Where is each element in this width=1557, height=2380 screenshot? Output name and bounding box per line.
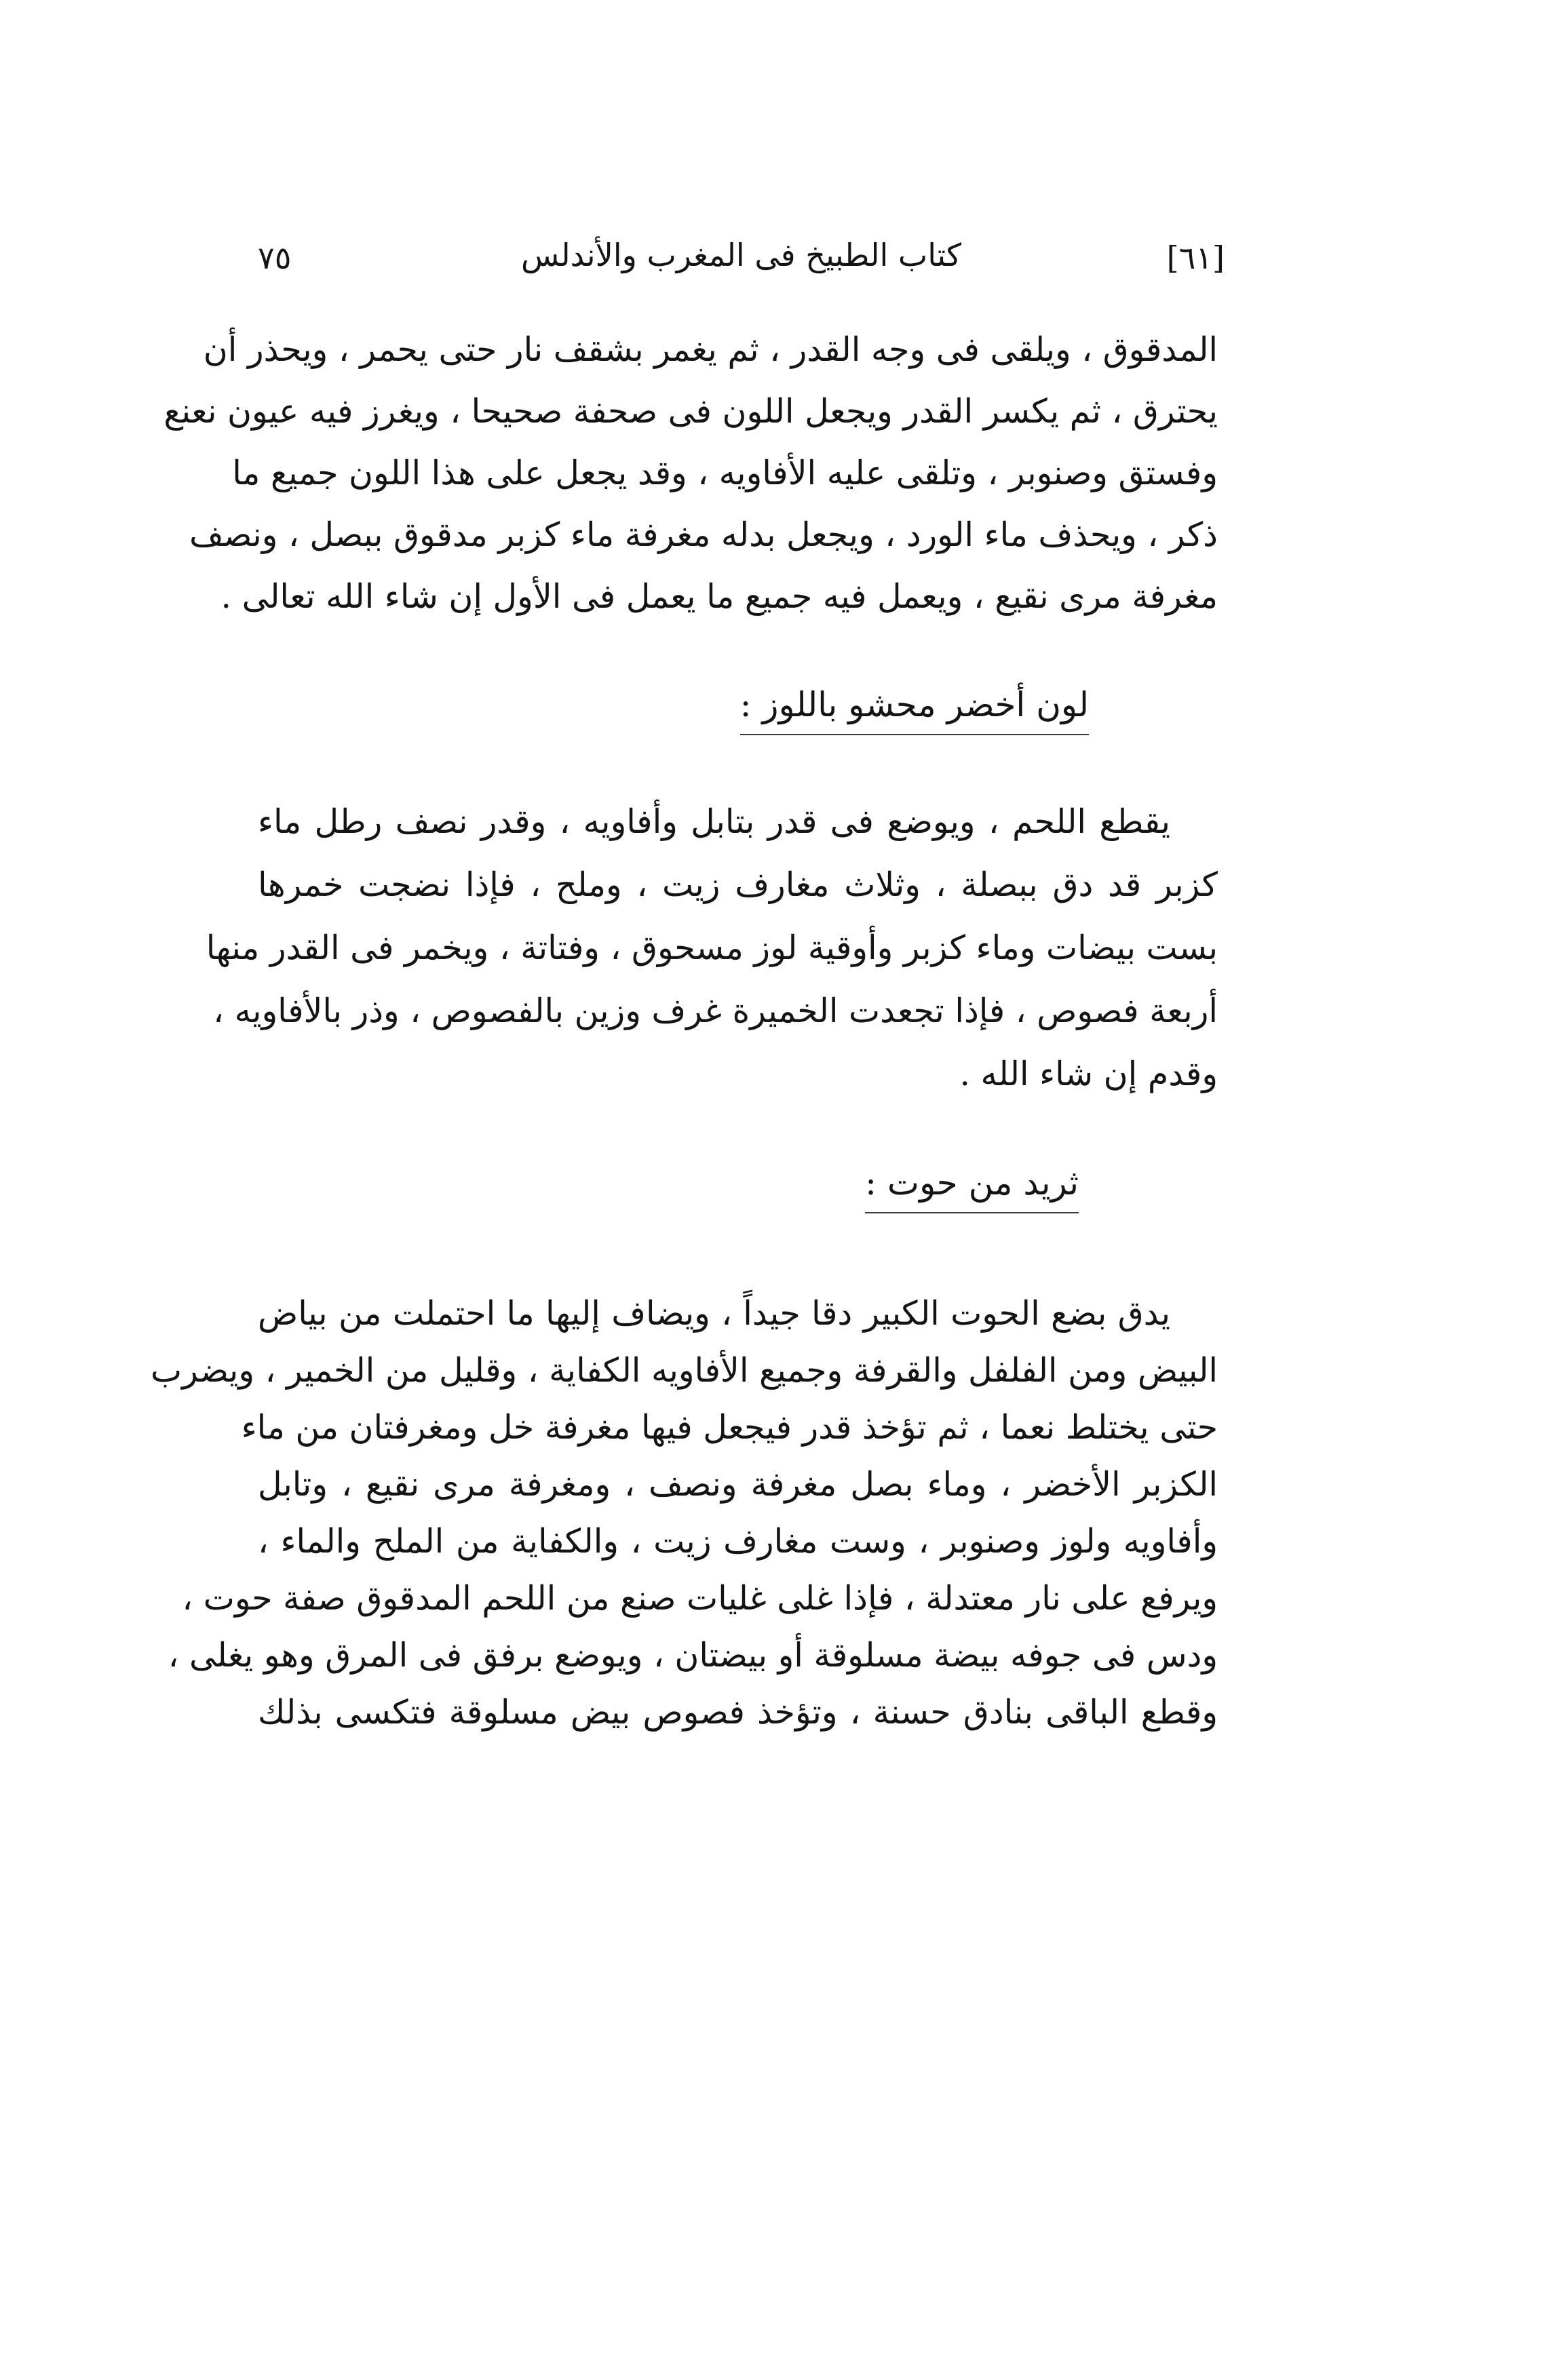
text-line: يدق بضع الحوت الكبير دقا جيداً ، ويضاف إليها ما احتملت من بياض: [258, 1294, 1170, 1333]
bracketed-page-number: [٦١]: [1166, 239, 1225, 276]
paragraph-green-stuffed-almond: [206, 790, 1218, 1106]
paragraph-fish-tharid: [151, 1285, 1218, 1741]
text-line: ذكر ، ويحذف ماء الورد ، ويجعل بدله مغرفة ماء كزبر مدقوق ببصل ، ونصف: [189, 515, 1218, 554]
text-line: ويرفع على نار معتدلة ، فإذا غلى غليات صنع من اللحم المدقوق صفة حوت ،: [182, 1579, 1218, 1618]
text-line: يحترق ، ثم يكسر القدر ويجعل اللون فى صحفة صحيحا ، ويغرز فيه عيون نعنع: [164, 392, 1218, 431]
text-line: وفستق وصنوبر ، وتلقى عليه الأفاويه ، وقد يجعل على هذا اللون جميع ما: [232, 454, 1218, 492]
text-line: وقدم إن شاء الله .: [959, 1055, 1218, 1093]
text-line: مغرفة مرى نقيع ، ويعمل فيه جميع ما يعمل فى الأول إن شاء الله تعالى .: [220, 577, 1218, 616]
running-title: كتاب الطبيخ فى المغرب والأندلس: [520, 237, 961, 273]
text-line: البيض ومن الفلفل والقرفة وجميع الأفاويه الكفاية ، وقليل من الخمير ، ويضرب: [151, 1351, 1218, 1390]
text-line: يقطع اللحم ، ويوضع فى قدر بتابل وأفاويه ، وقدر نصف رطل ماء: [258, 802, 1170, 841]
text-line: كزبر قد دق ببصلة ، وثلاث مغارف زيت ، وملح ، فإذا نضجت خمرها: [258, 865, 1218, 904]
text-line: بست بيضات وماء كزبر وأوقية لوز مسحوق ، وفتاتة ، ويخمر فى القدر منها: [206, 929, 1218, 967]
paragraph-continuation: [164, 319, 1218, 627]
text-line: وأفاويه ولوز وصنوبر ، وست مغارف زيت ، والكفاية من الملح والماء ،: [258, 1522, 1218, 1561]
page-header: [258, 234, 1225, 288]
text-line: الكزبر الأخضر ، وماء بصل مغرفة ونصف ، ومغرفة مرى نقيع ، وتابل: [258, 1465, 1218, 1504]
recipe-heading-green-stuffed-almond: لون أخضر محشو باللوز :: [740, 685, 1089, 735]
text-line: المدقوق ، ويلقى فى وجه القدر ، ثم يغمر بشقف نار حتى يحمر ، ويحذر أن: [203, 330, 1218, 369]
recipe-heading-fish-tharid: ثريد من حوت :: [865, 1163, 1079, 1213]
text-line: حتى يختلط نعما ، ثم تؤخذ قدر فيجعل فيها مغرفة خل ومغرفتان من ماء: [241, 1408, 1218, 1447]
page-number: ٧٥: [258, 239, 292, 276]
text-line: ودس فى جوفه بيضة مسلوقة أو بيضتان ، ويوضع برفق فى المرق وهو يغلى ،: [168, 1636, 1218, 1675]
text-line: أربعة فصوص ، فإذا تجعدت الخميرة غرف وزين بالفصوص ، وذر بالأفاويه ،: [213, 992, 1218, 1030]
text-line: وقطع الباقى بنادق حسنة ، وتؤخذ فصوص بيض مسلوقة فتكسى بذلك: [258, 1693, 1218, 1732]
